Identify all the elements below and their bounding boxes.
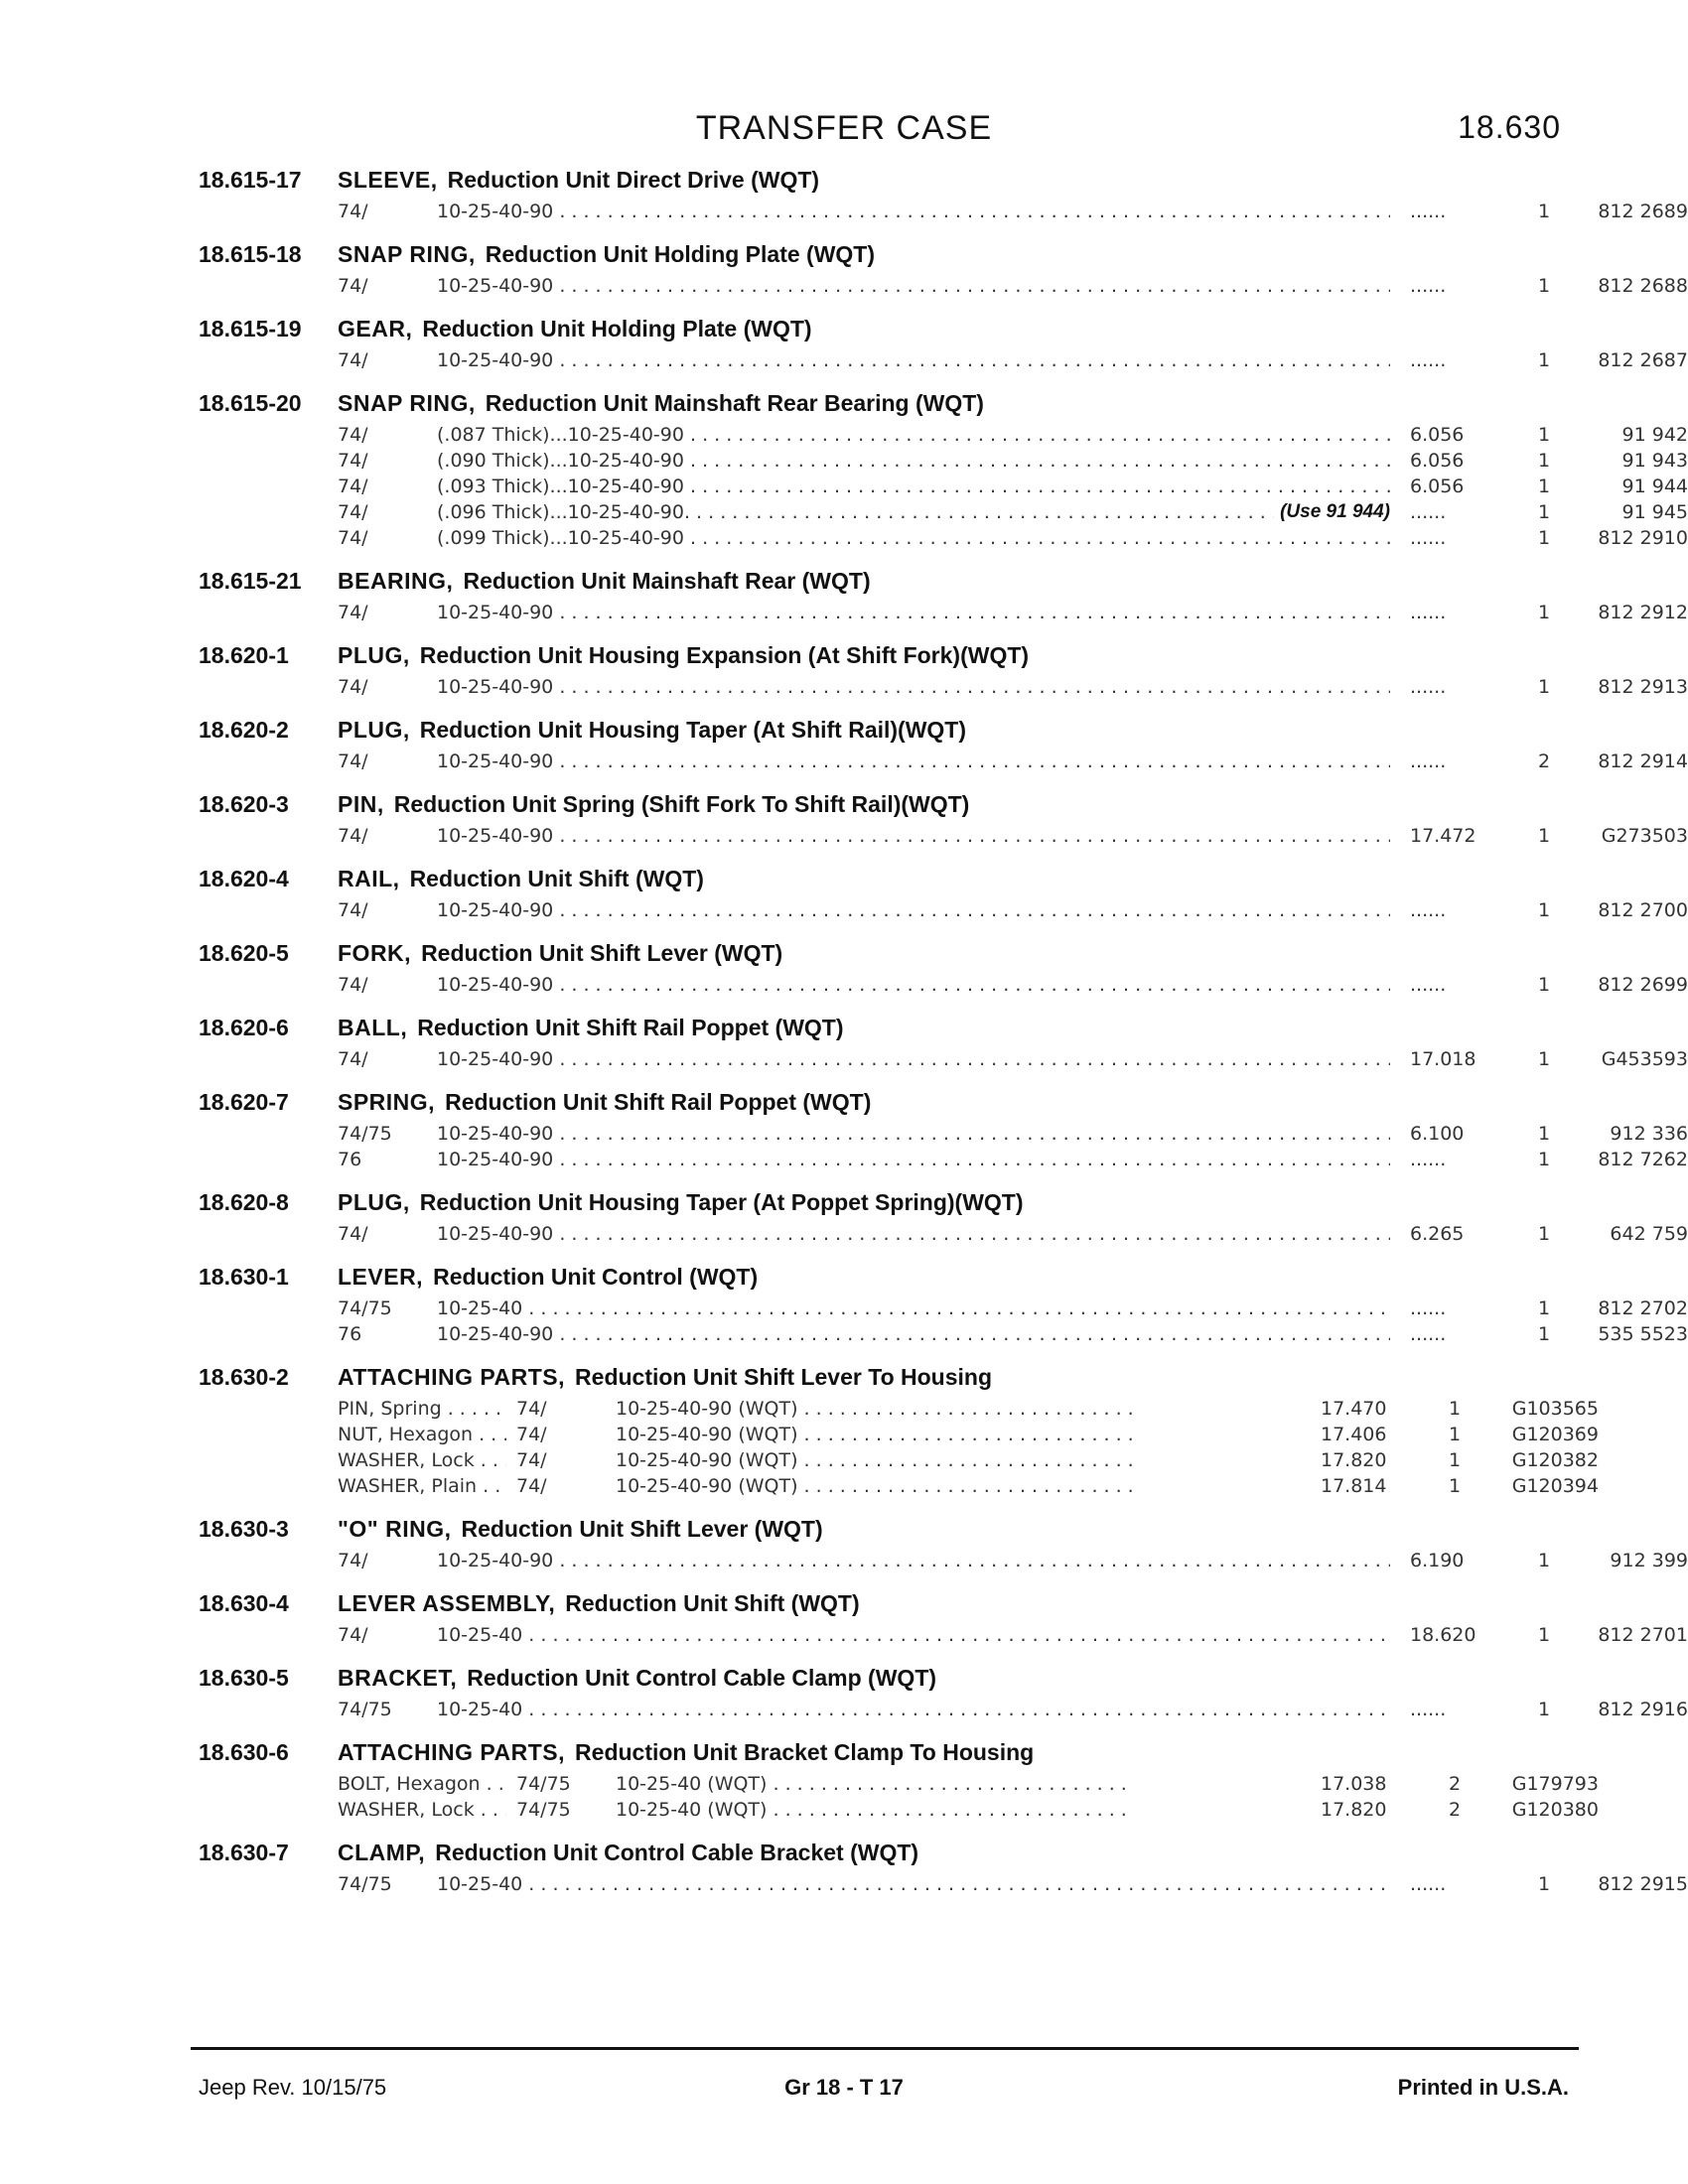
quantity: 1 <box>1537 825 1551 847</box>
footer-revision: Jeep Rev. 10/15/75 <box>199 2075 387 2100</box>
reference-number: ...... <box>1410 275 1447 297</box>
part-name: LEVER, <box>338 1264 424 1290</box>
model-applications: 10-25-40-90 . . . <box>437 1048 1390 1070</box>
reference-number: 17.814 <box>1321 1475 1387 1497</box>
part-number: 18.630-2 <box>199 1364 289 1390</box>
part-number-code: G120369 <box>1511 1424 1599 1445</box>
model-year: 74/75 <box>338 1699 392 1720</box>
part-number: 18.630-7 <box>199 1840 289 1865</box>
quantity: 1 <box>1537 450 1551 472</box>
part-description: Reduction Unit Shift Lever (WQT) <box>421 940 783 966</box>
model-applications-wrap <box>437 501 1390 523</box>
part-heading <box>199 940 1569 974</box>
part-heading <box>199 390 1569 424</box>
part-number-code: 812 2699 <box>1598 974 1688 996</box>
model-applications: 10-25-40-90 . . . <box>437 1550 1390 1571</box>
reference-number: 17.038 <box>1321 1773 1387 1795</box>
model-year: 74/ <box>338 602 368 623</box>
quantity: 1 <box>1537 1223 1551 1245</box>
part-number: 18.620-1 <box>199 642 289 668</box>
part-number: 18.630-5 <box>199 1665 289 1691</box>
part-number-code: 812 2912 <box>1598 602 1688 623</box>
reference-number: ...... <box>1410 676 1447 698</box>
part-entry <box>199 1739 1599 1825</box>
part-heading <box>199 1015 1569 1048</box>
reference-number: ...... <box>1410 1149 1447 1170</box>
part-number-code: G120394 <box>1511 1475 1599 1497</box>
part-application-row <box>199 476 1688 501</box>
part-application-row <box>199 424 1688 450</box>
part-number-code: 812 2916 <box>1598 1699 1688 1720</box>
part-application-row <box>199 1773 1599 1799</box>
reference-number: 17.470 <box>1321 1398 1387 1420</box>
model-year: 74/ <box>338 676 368 698</box>
part-entry <box>199 1590 1688 1650</box>
part-number: 18.620-8 <box>199 1189 289 1215</box>
part-number-code: 812 2913 <box>1598 676 1688 698</box>
reference-number: ...... <box>1410 751 1447 772</box>
part-name: BRACKET, <box>338 1665 458 1691</box>
model-year: 74/ <box>338 974 368 996</box>
model-applications: 10-25-40-90 . . . <box>437 1149 1390 1170</box>
attaching-part-name: PIN, Spring . . . <box>338 1398 506 1420</box>
model-year: 74/ <box>516 1475 547 1497</box>
reference-number: 6.056 <box>1410 450 1465 472</box>
quantity: 1 <box>1537 899 1551 921</box>
part-application-row <box>199 1699 1688 1724</box>
part-entry <box>199 642 1688 702</box>
part-entry <box>199 1516 1688 1575</box>
parts-list <box>199 167 1688 1914</box>
reference-number: 17.406 <box>1321 1424 1387 1445</box>
part-heading <box>199 1739 1569 1773</box>
part-entry <box>199 717 1688 776</box>
part-application-row <box>199 1048 1688 1074</box>
quantity: 1 <box>1448 1398 1462 1420</box>
part-name: GEAR, <box>338 316 413 341</box>
model-applications: 10-25-40-90 . . . <box>437 275 1390 297</box>
model-year: 74/ <box>338 476 368 497</box>
quantity: 1 <box>1537 602 1551 623</box>
model-applications: 10-25-40-90 . . . <box>437 899 1390 921</box>
quantity: 1 <box>1537 1149 1551 1170</box>
quantity: 1 <box>1537 349 1551 371</box>
model-applications: 10-25-40-90 . . . <box>437 676 1390 698</box>
part-description: Reduction Unit Housing Taper (At Shift Rail)(WQT) <box>419 717 967 743</box>
model-year: 74/ <box>338 450 368 472</box>
quantity: 2 <box>1537 751 1551 772</box>
part-number-code: G120382 <box>1511 1449 1599 1471</box>
part-application-row <box>199 1424 1599 1449</box>
part-description: Reduction Unit Bracket Clamp To Housing <box>575 1739 1035 1765</box>
part-number: 18.615-17 <box>199 167 302 193</box>
part-number-code: G103565 <box>1511 1398 1599 1420</box>
part-name: PLUG, <box>338 717 410 743</box>
part-entry <box>199 1665 1688 1724</box>
model-applications: 10-25-40-90 . . . <box>437 201 1390 222</box>
part-application-row <box>199 602 1688 627</box>
part-name: FORK, <box>338 940 412 966</box>
page-title: TRANSFER CASE <box>695 109 993 147</box>
model-applications: (.090 Thick)...10-25-40-90 . . . <box>437 450 1390 472</box>
model-applications: 10-25-40 . . . <box>437 1699 1390 1720</box>
part-number-code: 912 399 <box>1610 1550 1688 1571</box>
part-application-row <box>199 275 1688 301</box>
part-number-code: G179793 <box>1511 1773 1599 1795</box>
model-applications: 10-25-40 (WQT) . . . <box>616 1773 1132 1795</box>
part-application-row <box>199 1323 1688 1349</box>
part-number-code: 812 2688 <box>1598 275 1688 297</box>
reference-number: 17.472 <box>1410 825 1477 847</box>
part-number-code: 812 2914 <box>1598 751 1688 772</box>
model-year: 74/75 <box>338 1297 392 1319</box>
part-number-code: 812 2687 <box>1598 349 1688 371</box>
replacement-note: (Use 91 944) <box>1280 501 1390 522</box>
part-number: 18.630-4 <box>199 1590 289 1616</box>
part-name: ATTACHING PARTS, <box>338 1364 566 1390</box>
part-number-code: 812 2700 <box>1598 899 1688 921</box>
model-applications: 10-25-40-90 . . . <box>437 974 1390 996</box>
reference-number: 6.265 <box>1410 1223 1465 1245</box>
reference-number: ...... <box>1410 1699 1447 1720</box>
quantity: 1 <box>1537 974 1551 996</box>
model-year: 74/ <box>338 501 368 523</box>
part-entry <box>199 1189 1688 1249</box>
model-year: 74/75 <box>338 1123 392 1145</box>
part-description: Reduction Unit Control Cable Bracket (WQT) <box>435 1840 919 1865</box>
part-name: ATTACHING PARTS, <box>338 1739 566 1765</box>
reference-number: 6.056 <box>1410 476 1465 497</box>
part-application-row <box>199 1449 1599 1475</box>
part-application-row <box>199 1398 1599 1424</box>
part-number: 18.620-5 <box>199 940 289 966</box>
part-application-row <box>199 1149 1688 1174</box>
part-description: Reduction Unit Housing Taper (At Poppet Spring)(WQT) <box>419 1189 1024 1215</box>
part-heading <box>199 717 1569 751</box>
part-description: Reduction Unit Shift Rail Poppet (WQT) <box>417 1015 844 1040</box>
model-year: 76 <box>338 1323 362 1345</box>
reference-number: 6.190 <box>1410 1550 1465 1571</box>
quantity: 2 <box>1448 1799 1462 1821</box>
model-year: 74/ <box>338 1550 368 1571</box>
model-year: 74/75 <box>516 1799 571 1821</box>
model-year: 74/75 <box>338 1873 392 1895</box>
part-heading <box>199 1665 1569 1699</box>
part-heading <box>199 1590 1569 1624</box>
part-heading <box>199 642 1569 676</box>
part-entry <box>199 1364 1599 1501</box>
model-applications: 10-25-40-90 . . . <box>437 825 1390 847</box>
model-year: 74/ <box>338 751 368 772</box>
footer-group-ref: Gr 18 - T 17 <box>784 2075 904 2100</box>
reference-number: ...... <box>1410 1873 1447 1895</box>
model-applications: (.087 Thick)...10-25-40-90 . . . <box>437 424 1390 446</box>
part-application-row <box>199 1123 1688 1149</box>
model-applications: 10-25-40-90 (WQT) . . . <box>616 1475 1132 1497</box>
part-heading <box>199 568 1569 602</box>
reference-number: ...... <box>1410 974 1447 996</box>
part-number-code: 642 759 <box>1610 1223 1688 1245</box>
part-name: LEVER ASSEMBLY, <box>338 1590 556 1616</box>
part-description: Reduction Unit Holding Plate (WQT) <box>422 316 812 341</box>
part-number-code: 535 5523 <box>1598 1323 1688 1345</box>
quantity: 1 <box>1537 1624 1551 1646</box>
model-year: 74/ <box>338 349 368 371</box>
part-application-row <box>199 974 1688 1000</box>
quantity: 1 <box>1448 1424 1462 1445</box>
part-number: 18.630-3 <box>199 1516 289 1542</box>
quantity: 1 <box>1448 1475 1462 1497</box>
quantity: 1 <box>1537 527 1551 549</box>
model-year: 74/ <box>338 527 368 549</box>
part-number: 18.630-6 <box>199 1739 289 1765</box>
part-entry <box>199 940 1688 1000</box>
part-application-row <box>199 825 1688 851</box>
model-applications: 10-25-40 . . . <box>437 1873 1390 1895</box>
model-year: 74/ <box>338 1624 368 1646</box>
part-heading <box>199 791 1569 825</box>
model-applications: 10-25-40-90 . . . <box>437 349 1390 371</box>
part-application-row <box>199 1873 1688 1899</box>
model-applications: (.096 Thick)...10-25-40-90 <box>437 501 684 523</box>
model-year: 76 <box>338 1149 362 1170</box>
quantity: 1 <box>1537 1297 1551 1319</box>
part-heading <box>199 1840 1569 1873</box>
part-entry <box>199 866 1688 925</box>
reference-number: ...... <box>1410 602 1447 623</box>
quantity: 2 <box>1448 1773 1462 1795</box>
quantity: 1 <box>1537 1048 1551 1070</box>
part-number-code: 912 336 <box>1610 1123 1688 1145</box>
page-section-number: 18.630 <box>1458 109 1561 145</box>
part-description: Reduction Unit Direct Drive (WQT) <box>447 167 820 193</box>
attaching-part-name: WASHER, Plain . . . <box>338 1475 506 1497</box>
model-applications: (.099 Thick)...10-25-40-90 . . . <box>437 527 1390 549</box>
model-applications: 10-25-40-90 . . . <box>437 751 1390 772</box>
model-year: 74/ <box>338 275 368 297</box>
part-application-row <box>199 1223 1688 1249</box>
part-number: 18.615-20 <box>199 390 302 416</box>
reference-number: 6.100 <box>1410 1123 1465 1145</box>
model-year: 74/75 <box>516 1773 571 1795</box>
part-number-code: 91 943 <box>1621 450 1688 472</box>
part-name: SPRING, <box>338 1089 436 1115</box>
attaching-part-name: WASHER, Lock . . . <box>338 1449 506 1471</box>
quantity: 1 <box>1537 676 1551 698</box>
model-year: 74/ <box>516 1424 547 1445</box>
model-applications: 10-25-40-90 . . . <box>437 1323 1390 1345</box>
part-number: 18.620-4 <box>199 866 289 891</box>
part-name: SNAP RING, <box>338 241 476 267</box>
part-number-code: 91 942 <box>1621 424 1688 446</box>
reference-number: ...... <box>1410 1323 1447 1345</box>
model-applications: (.093 Thick)...10-25-40-90 . . . <box>437 476 1390 497</box>
part-heading <box>199 241 1569 275</box>
reference-number: ...... <box>1410 527 1447 549</box>
model-applications: 10-25-40 (WQT) . . . <box>616 1799 1132 1821</box>
part-heading <box>199 1089 1569 1123</box>
part-number: 18.615-21 <box>199 568 302 594</box>
part-application-row <box>199 1550 1688 1575</box>
part-number-code: 812 2910 <box>1598 527 1688 549</box>
quantity: 1 <box>1537 501 1551 523</box>
model-year: 74/ <box>338 1048 368 1070</box>
part-number: 18.630-1 <box>199 1264 289 1290</box>
reference-number: ...... <box>1410 349 1447 371</box>
part-number: 18.620-3 <box>199 791 289 817</box>
quantity: 1 <box>1448 1449 1462 1471</box>
part-description: Reduction Unit Shift Lever (WQT) <box>461 1516 823 1542</box>
model-year: 74/ <box>338 201 368 222</box>
part-application-row <box>199 527 1688 553</box>
quantity: 1 <box>1537 1123 1551 1145</box>
part-description: Reduction Unit Shift Lever To Housing <box>575 1364 992 1390</box>
part-entry <box>199 568 1688 627</box>
reference-number: ...... <box>1410 899 1447 921</box>
quantity: 1 <box>1537 1873 1551 1895</box>
footer-printed: Printed in U.S.A. <box>1397 2075 1569 2100</box>
quantity: 1 <box>1537 1699 1551 1720</box>
reference-number: 18.620 <box>1410 1624 1477 1646</box>
part-heading <box>199 1264 1569 1297</box>
quantity: 1 <box>1537 275 1551 297</box>
part-application-row <box>199 1624 1688 1650</box>
part-entry <box>199 1089 1688 1174</box>
model-applications: 10-25-40-90 (WQT) . . . <box>616 1449 1132 1471</box>
part-name: PLUG, <box>338 642 410 668</box>
part-heading <box>199 866 1569 899</box>
part-name: RAIL, <box>338 866 400 891</box>
attaching-part-name: NUT, Hexagon . . . <box>338 1424 506 1445</box>
quantity: 1 <box>1537 201 1551 222</box>
quantity: 1 <box>1537 424 1551 446</box>
part-description: Reduction Unit Control Cable Clamp (WQT) <box>467 1665 937 1691</box>
model-applications: 10-25-40-90 . . . <box>437 602 1390 623</box>
part-entry <box>199 1264 1688 1349</box>
part-description: Reduction Unit Shift Rail Poppet (WQT) <box>445 1089 872 1115</box>
part-number-code: 812 2915 <box>1598 1873 1688 1895</box>
quantity: 1 <box>1537 1550 1551 1571</box>
part-description: Reduction Unit Mainshaft Rear (WQT) <box>463 568 871 594</box>
model-year: 74/ <box>516 1398 547 1420</box>
part-application-row <box>199 201 1688 226</box>
part-heading <box>199 1189 1569 1223</box>
quantity: 1 <box>1537 476 1551 497</box>
part-number: 18.620-6 <box>199 1015 289 1040</box>
reference-number: 17.820 <box>1321 1449 1387 1471</box>
attaching-part-name: BOLT, Hexagon . . . <box>338 1773 506 1795</box>
part-name: BALL, <box>338 1015 408 1040</box>
part-description: Reduction Unit Shift (WQT) <box>565 1590 860 1616</box>
part-application-row <box>199 676 1688 702</box>
part-description: Reduction Unit Control (WQT) <box>433 1264 759 1290</box>
part-number-code: 91 945 <box>1621 501 1688 523</box>
part-heading <box>199 1364 1569 1398</box>
model-applications: 10-25-40 . . . <box>437 1297 1390 1319</box>
part-number-code: 812 2702 <box>1598 1297 1688 1319</box>
part-entry <box>199 1015 1688 1074</box>
part-application-row <box>199 1799 1599 1825</box>
part-number: 18.615-18 <box>199 241 302 267</box>
part-number-code: G120380 <box>1511 1799 1599 1821</box>
reference-number: ...... <box>1410 201 1447 222</box>
quantity: 1 <box>1537 1323 1551 1345</box>
part-number-code: 812 2689 <box>1598 201 1688 222</box>
part-application-row <box>199 899 1688 925</box>
part-name: BEARING, <box>338 568 454 594</box>
part-entry <box>199 791 1688 851</box>
part-application-row <box>199 450 1688 476</box>
attaching-part-name: WASHER, Lock . . . <box>338 1799 506 1821</box>
part-number: 18.620-7 <box>199 1089 289 1115</box>
part-description: Reduction Unit Shift (WQT) <box>409 866 704 891</box>
part-entry <box>199 167 1688 226</box>
part-number-code: 812 7262 <box>1598 1149 1688 1170</box>
part-heading <box>199 316 1569 349</box>
part-name: SLEEVE, <box>338 167 438 193</box>
part-entry <box>199 390 1688 553</box>
model-applications: 10-25-40-90 . . . <box>437 1123 1390 1145</box>
part-application-row <box>199 751 1688 776</box>
reference-number: 6.056 <box>1410 424 1465 446</box>
model-year: 74/ <box>338 1223 368 1245</box>
part-description: Reduction Unit Mainshaft Rear Bearing (WQT) <box>485 390 984 416</box>
part-number: 18.620-2 <box>199 717 289 743</box>
part-number-code: 812 2701 <box>1598 1624 1688 1646</box>
part-entry <box>199 1840 1688 1899</box>
model-applications: 10-25-40-90 (WQT) . . . <box>616 1398 1132 1420</box>
part-entry <box>199 241 1688 301</box>
footer-divider <box>191 2047 1579 2050</box>
part-application-row <box>199 1475 1599 1501</box>
part-application-row <box>199 1297 1688 1323</box>
model-year: 74/ <box>338 825 368 847</box>
model-year: 74/ <box>338 899 368 921</box>
part-number-code: G453593 <box>1601 1048 1688 1070</box>
part-description: Reduction Unit Housing Expansion (At Shift Fork)(WQT) <box>419 642 1030 668</box>
part-description: Reduction Unit Holding Plate (WQT) <box>485 241 876 267</box>
reference-number: ...... <box>1410 501 1447 523</box>
part-heading <box>199 167 1569 201</box>
part-number: 18.615-19 <box>199 316 302 341</box>
model-year: 74/ <box>338 424 368 446</box>
part-description: Reduction Unit Spring (Shift Fork To Shift Rail)(WQT) <box>393 791 970 817</box>
leader-dots <box>684 501 1274 523</box>
part-heading <box>199 1516 1569 1550</box>
reference-number: ...... <box>1410 1297 1447 1319</box>
reference-number: 17.018 <box>1410 1048 1477 1070</box>
part-name: PIN, <box>338 791 384 817</box>
part-application-row <box>199 349 1688 375</box>
part-number-code: 91 944 <box>1621 476 1688 497</box>
part-name: SNAP RING, <box>338 390 476 416</box>
part-entry <box>199 316 1688 375</box>
model-applications: 10-25-40-90 (WQT) . . . <box>616 1424 1132 1445</box>
part-number-code: G273503 <box>1601 825 1688 847</box>
reference-number: 17.820 <box>1321 1799 1387 1821</box>
part-name: CLAMP, <box>338 1840 426 1865</box>
model-year: 74/ <box>516 1449 547 1471</box>
part-name: PLUG, <box>338 1189 410 1215</box>
part-name: "O" RING, <box>338 1516 452 1542</box>
part-application-row <box>199 501 1688 527</box>
model-applications: 10-25-40 . . . <box>437 1624 1390 1646</box>
model-applications: 10-25-40-90 . . . <box>437 1223 1390 1245</box>
